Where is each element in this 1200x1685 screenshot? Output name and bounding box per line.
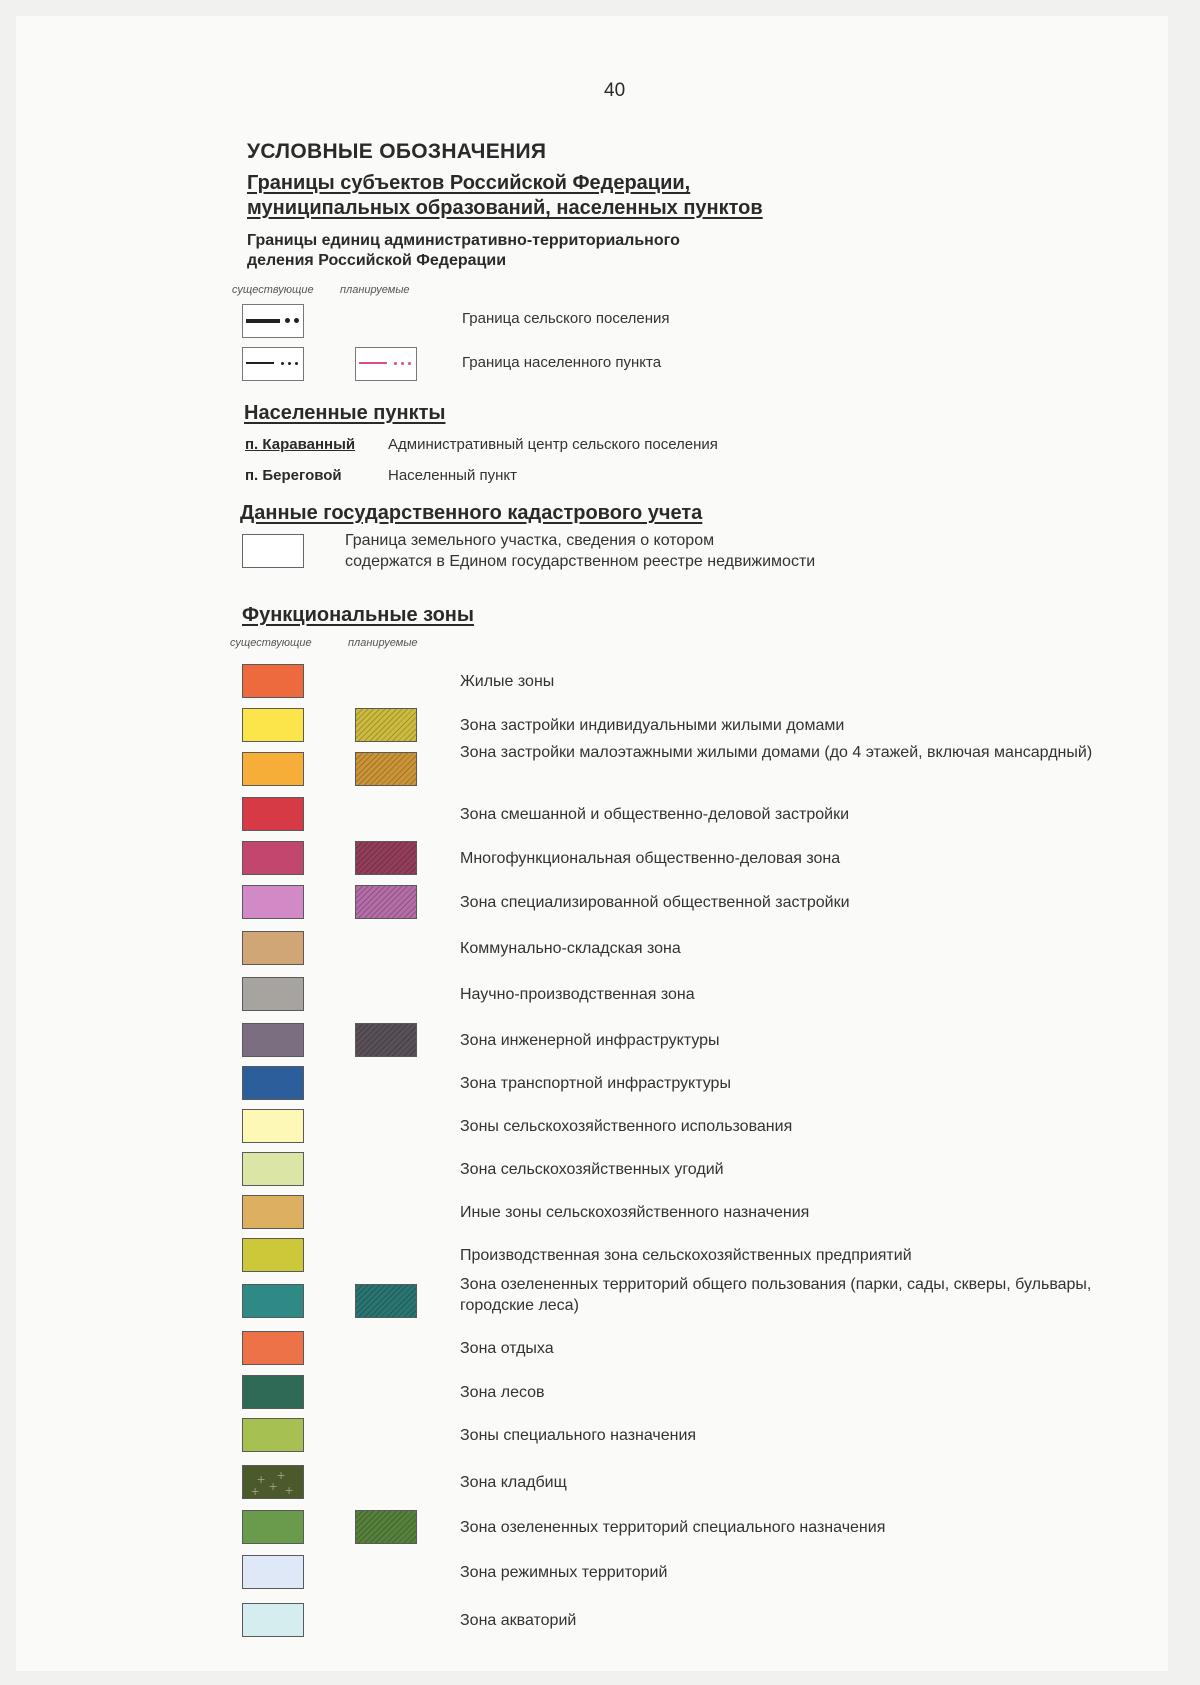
zone-swatch-existing: [242, 1375, 304, 1409]
boundaries-heading-line1: Границы субъектов Российской Федерации,: [247, 172, 691, 194]
page: [16, 16, 1168, 1671]
page-number: 40: [604, 80, 626, 101]
zone-swatch-existing: [242, 1195, 304, 1229]
legend-title: УСЛОВНЫЕ ОБОЗНАЧЕНИЯ: [247, 140, 547, 163]
zone-swatch-planned: [355, 841, 417, 875]
boundary-dot: [294, 318, 299, 323]
settlement-desc: Населенный пункт: [388, 467, 518, 484]
boundary-line-segment: [246, 362, 274, 364]
zone-swatch-existing: [242, 977, 304, 1011]
zone-swatch-planned: [355, 1284, 417, 1318]
cross-icon: +: [251, 1483, 260, 1499]
settlements-heading: Населенные пункты: [244, 402, 446, 424]
zone-label: Зона озелененных территорий специального назначения: [460, 1519, 886, 1536]
boundary-dot: [285, 318, 290, 323]
zone-swatch-existing: [242, 1284, 304, 1318]
zone-label: Коммунально-складская зона: [460, 940, 681, 957]
zone-label: Зона режимных территорий: [460, 1564, 668, 1581]
zone-swatch-existing: [242, 1603, 304, 1637]
zone-swatch-existing: [242, 1023, 304, 1057]
boundaries-col-planned: планируемые: [340, 284, 410, 296]
boundary-dot: [281, 362, 284, 365]
zone-swatch-existing: [242, 1510, 304, 1544]
zone-label: Научно-производственная зона: [460, 986, 695, 1003]
zone-swatch-existing: [242, 797, 304, 831]
zone-swatch-existing: [242, 708, 304, 742]
settlement-boundary-label: Граница населенного пункта: [462, 354, 662, 371]
zone-label: Жилые зоны: [460, 673, 555, 690]
boundaries-subheading-line1: Границы единиц административно-территориального: [247, 232, 680, 249]
zone-label: Зона акваторий: [460, 1612, 577, 1629]
cadastre-line1: Граница земельного участка, сведения о котором: [345, 532, 715, 549]
boundary-dot: [288, 362, 291, 365]
zone-label: Производственная зона сельскохозяйственных предприятий: [460, 1247, 912, 1264]
zone-swatch-existing: [242, 1109, 304, 1143]
zone-swatch-existing: [242, 931, 304, 965]
zone-swatch-existing: [242, 1066, 304, 1100]
zone-swatch-planned: [355, 885, 417, 919]
zone-swatch-existing: [242, 885, 304, 919]
zone-swatch-planned: [355, 1510, 417, 1544]
zone-label: Зона транспортной инфраструктуры: [460, 1075, 731, 1092]
rural-settlement-boundary-symbol: [242, 304, 304, 338]
settlement-admin-center-desc: Административный центр сельского поселения: [388, 436, 718, 453]
zone-swatch-existing: [242, 1555, 304, 1589]
zone-swatch-planned: [355, 752, 417, 786]
boundary-line-segment: [359, 362, 387, 364]
settlement-name: п. Береговой: [245, 467, 342, 484]
zone-label: Зона специализированной общественной застройки: [460, 894, 850, 911]
settlement-boundary-planned-symbol: [355, 347, 417, 381]
cross-icon: +: [277, 1467, 286, 1483]
zone-swatch-existing: [242, 1465, 304, 1499]
zones-col-planned: планируемые: [348, 637, 418, 649]
land-plot-boundary-symbol: [242, 534, 304, 568]
cadastre-heading: Данные государственного кадастрового учета: [240, 502, 703, 524]
zone-label: Зона сельскохозяйственных угодий: [460, 1161, 724, 1178]
zone-swatch-existing: [242, 1331, 304, 1365]
settlement-boundary-existing-symbol: [242, 347, 304, 381]
zone-label: Зона кладбищ: [460, 1474, 567, 1491]
zone-label: Зоны сельскохозяйственного использования: [460, 1118, 793, 1135]
zone-swatch-existing: [242, 841, 304, 875]
zones-heading: Функциональные зоны: [242, 604, 474, 626]
boundaries-col-existing: существующие: [232, 284, 314, 296]
zone-label: Зона инженерной инфраструктуры: [460, 1032, 720, 1049]
cross-icon: +: [257, 1471, 266, 1487]
zone-swatch-existing: [242, 1238, 304, 1272]
zones-col-existing: существующие: [230, 637, 312, 649]
boundary-line-segment: [246, 319, 280, 323]
boundary-dot: [408, 362, 411, 365]
zone-label: Зона лесов: [460, 1384, 545, 1401]
zone-label: Зона отдыха: [460, 1340, 554, 1357]
cross-icon: +: [269, 1478, 278, 1494]
cadastre-line2: содержатся в Едином государственном реестре недвижимости: [345, 553, 816, 570]
zone-swatch-existing: [242, 1152, 304, 1186]
zone-label: Иные зоны сельскохозяйственного назначения: [460, 1204, 810, 1221]
zone-label: Зона озелененных территорий общего пользования (парки, сады, скверы, бульвары, городские леса): [460, 1276, 1092, 1314]
cross-icon: +: [285, 1482, 294, 1498]
boundaries-subheading-line2: деления Российской Федерации: [247, 252, 507, 269]
zone-label: Зона смешанной и общественно-деловой застройки: [460, 806, 850, 823]
zone-label: Зона застройки малоэтажными жилыми домами (до 4 этажей, включая мансардный): [460, 744, 1093, 761]
zone-label: Зона застройки индивидуальными жилыми домами: [460, 717, 845, 734]
boundary-dot: [295, 362, 298, 365]
zone-swatch-existing: [242, 1418, 304, 1452]
rural-settlement-boundary-label: Граница сельского поселения: [462, 310, 670, 327]
zone-swatch-existing: [242, 664, 304, 698]
zone-swatch-planned: [355, 1023, 417, 1057]
zone-label: Зоны специального назначения: [460, 1427, 697, 1444]
zone-label: Многофункциональная общественно-деловая зона: [460, 850, 841, 867]
boundaries-heading-line2: муниципальных образований, населенных пунктов: [247, 197, 763, 219]
boundary-dot: [401, 362, 404, 365]
settlement-admin-center-name: п. Караванный: [245, 436, 356, 453]
zone-swatch-existing: [242, 752, 304, 786]
zone-swatch-planned: [355, 708, 417, 742]
boundary-dot: [394, 362, 397, 365]
